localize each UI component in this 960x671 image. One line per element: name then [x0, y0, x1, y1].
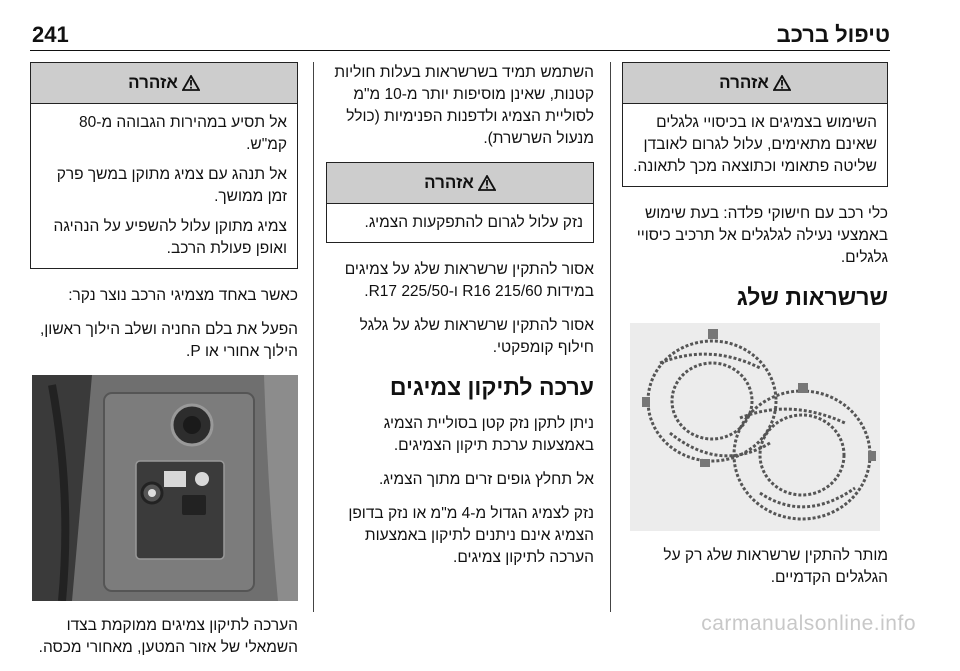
- warning-text: אל תנהג עם צמיג מתוקן במשך פרק זמן ממושך.: [56, 166, 287, 205]
- chapter-title: טיפול ברכב: [776, 22, 890, 47]
- warning-title: אזהרה: [424, 173, 474, 192]
- warning-box: [30, 62, 298, 269]
- flat-tyre-intro: כאשר באחד מצמיגי הרכב נוצר נקר:: [68, 287, 298, 304]
- column-divider-right: [610, 62, 611, 612]
- snow-chains-image: [630, 323, 880, 531]
- column-divider-left: [313, 62, 314, 612]
- damage-limit-note: נזק לצמיג הגדול מ-4 מ"מ או נזק בדופן הצמיג אינם ניתנים לתיקון באמצעות הערכה לתיקון צמיגים.: [348, 505, 594, 566]
- warning-box: [326, 162, 594, 243]
- front-wheels-note: מותר להתקין שרשראות שלג רק על הגלגלים הקדמיים.: [663, 547, 888, 586]
- warning-title: אזהרה: [128, 73, 178, 92]
- warning-header: [623, 63, 887, 104]
- site-watermark: carmanualsonline.info: [701, 612, 916, 635]
- page-number: 241: [32, 22, 69, 47]
- warning-header: [31, 63, 297, 104]
- warning-body: [623, 104, 887, 186]
- parking-brake-step: הפעל את בלם החניה ושלב הילוך ראשון, הילוך אחורי או P.: [39, 321, 298, 360]
- tyre-repair-kit-heading: ערכה לתיקון צמיגים: [389, 374, 594, 400]
- warning-text: צמיג מתוקן עלול להשפיע על הנהיגה ואופן פעולת הרכב.: [53, 218, 287, 257]
- trunk-compartment-image: [32, 375, 298, 601]
- kit-location-note: הערכה לתיקון צמיגים ממוקמת בצדו השמאלי של אזור המטען, מאחורי מכסה.: [38, 617, 298, 656]
- warning-body: [31, 104, 297, 268]
- warning-text: נזק עלול לגרום להתפקעות הצמיג.: [364, 214, 583, 231]
- right-column: [622, 62, 888, 601]
- warning-text: השימוש בצמיגים או בכיסויי גלגלים שאינם מתאימים, עלול לגרום לאובדן שליטה פתאומי וכתוצאה מכך לתאונה.: [633, 114, 877, 175]
- warning-triangle-icon: [182, 75, 200, 91]
- snow-chains-heading: שרשראות שלג: [736, 284, 888, 310]
- warning-triangle-icon: [773, 75, 791, 91]
- warning-triangle-icon: [478, 175, 496, 191]
- warning-box: [622, 62, 888, 187]
- page-header: [30, 18, 890, 51]
- compact-spare-note: אסור להתקין שרשראות שלג על גלגל חילוף קומפקטי.: [359, 317, 594, 356]
- repair-kit-intro: ניתן לתקן נזק קטן בסוליית הצמיג באמצעות ערכת תיקון הצמיגים.: [383, 415, 594, 454]
- left-column: [30, 62, 298, 671]
- warning-title: אזהרה: [719, 73, 769, 92]
- middle-column: [326, 62, 594, 581]
- chain-links-note: השתמש תמיד בשרשראות בעלות חוליות קטנות, שאינן מוסיפות יותר מ-10 מ"מ לסוליית הצמיג ולדפנות הפנימיות (כולל מנעול השרשרת).: [334, 64, 594, 147]
- steel-wheels-note: כלי רכב עם חישוקי פלדה: בעת שימוש באמצעי נעילה לגלגלים אל תרכיב כיסויי גלגלים.: [636, 205, 888, 266]
- warning-text: אל תסיע במהירות הגבוהה מ-80 קמ"ש.: [79, 114, 287, 153]
- foreign-objects-note: אל תחלץ גופים זרים מתוך הצמיג.: [378, 471, 594, 488]
- warning-header: [327, 163, 593, 204]
- warning-body: [327, 204, 593, 242]
- tyre-sizes-note: אסור להתקין שרשראות שלג על צמיגים במידות 215/60 R16 ו-225/50 R17.: [344, 261, 594, 300]
